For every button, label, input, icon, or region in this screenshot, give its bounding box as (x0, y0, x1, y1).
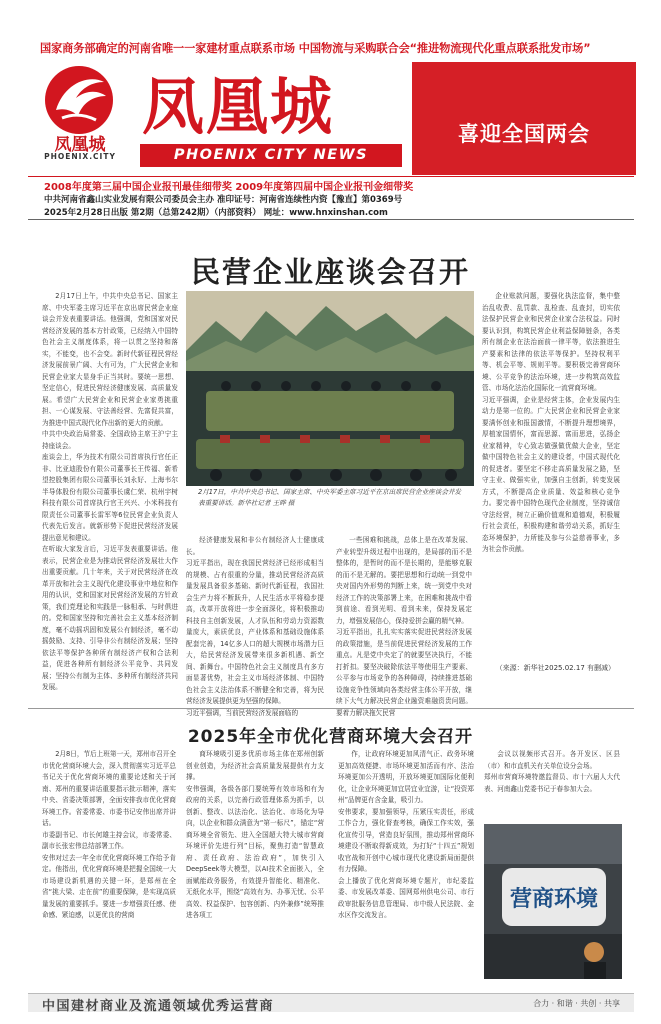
header-divider (28, 219, 634, 220)
logo-wordmark-en: PHOENIX.CITY (44, 152, 116, 161)
masthead-subtitle: PHOENIX CITY NEWS (140, 144, 402, 167)
photo-caption: 2月17日，中共中央总书记、国家主席、中央军委主席习近平在京出席民营企业座谈会并发表重要讲话。新华社记者 王晔 摄 (198, 488, 462, 507)
meeting-photo (186, 291, 474, 486)
article2-column-2: 商环境吸引更多优质市场主体在郑州创新创业创造，为经济社会高质量发展提供有力支撑。 安伟强调，各级各部门要统筹有效市场和有为政府的关系，以完善行政管理体系为抓手，以创新、整改、以法治化、法治化、市场化为导向，以企业和群众满意为“第一标尺”，锚定“营商环境全省领先、进入全国超大特大城市营商环境评价先进行列”目标，聚焦打造“智慧政府、责任政府、法治政府”，加快引入DeepSeek等大模型，以AI技术全面嵌入，全面赋能政务服务，有效提升智能化、精准化、无纸化水平，围绕“高效有为、办事无忧、公平高效、权益保护、包容创新、内外兼修”统筹推进各项工 (186, 750, 324, 919)
publisher-info: 中共河南省鑫山实业发展有限公司委员会主办 准印证号：河南省连续性内资【豫直】第0369号 (44, 195, 403, 205)
business-environment-graphic (484, 824, 622, 979)
article2-column-1: 2月8日，节后上班第一天，郑州市召开全市优化营商环境大会，深入贯彻落实习近平总书记关于优化营商环境的重要论述和关于河南、郑州的重要讲话重要指示批示精神，落实中央、省委决策部署，全面安排我市优化营商环境工作。省委常委、市委书记安伟出席并讲话。 市委副书记、市长何雄主持会议，市委常委、副市长张宏伟总结部署工作。 安伟对过去一年全市优化营商环境工作给予肯定。他指出，优化营商环境是把握全国统一大市场建设新机遇的关键一环，是郑州在全省“挑大梁、走在前”的重要保障，是实现高质量发展的重要抓手。要进一步增强责任感、使命感、紧迫感，以更优良的营商 (42, 750, 176, 919)
article1-column-1: 2月17日上午，中共中央总书记、国家主席、中央军委主席习近平在京出席民营企业座谈会并发表重要讲话。他强调，党和国家对民营经济发展的基本方针政策，已经纳入中国特色社会主义制度体系，将一以贯之坚持和落实，不能变，也不会变。新时代新征程民营经济发展前景广阔、大有可为，广大民营企业和民营企业家大显身手正当其时。要统一思想、坚定信心，促进民营经济健康发展、高质量发展。希望广大民营企业和民营企业家勇挑重担、一心谋发展、守法善经营、先富促共富，为推进中国式现代化作出新的更大的贡献。 中共中央政治局常委、全国政协主席王沪宁主持座谈会。 座谈会上，华为技术有限公司首席执行官任正非、比亚迪股份有限公司董事长王传福、新希望控股集团有限公司董事长刘永好、上海韦尔半导体股份有限公司董事长虞仁荣、杭州宇树科技有限公司首席执行官王兴兴、小米科技有限责任公司董事长雷军等6位民营企业负责人代表先后发言。就新形势下促进民营经济发展提出意见和建议。 在听取大家发言后，习近平发表重要讲话。他表示，民营企业是为推动民营经济发展壮大作出重要贡献。几十年来，关于对民营经济在改革开放和社会主义现代化建设事业中地位和作用的认识，党和国家对民营经济发展的方针政策，我们党理论和实践是一脉相承、与时俱进的。党和国家坚持和完善社会主义基本经济制度，毫不动摇巩固和发展公有制经济，毫不动摇鼓励、支持、引导非公有制经济发展；坚持依法平等保护各种所有制经济产权和合法利益，促进各种所有制经济公平竞争、共同发展；坚持公有制为主体、多种所有制经济共同发展。 (42, 292, 178, 691)
masthead-title: 凤凰城 (142, 70, 335, 143)
article2-column-4: 会议以视频形式召开。各开发区、区县（市）和市直机关有关单位设分会场。 郑州市营商环境特邀监督员、市十六届人大代表、河南鑫山党委书记于春参加大会。 (484, 750, 620, 793)
business-environment-image (484, 824, 622, 979)
header-slogan: 国家商务部确定的河南省唯一一家建材重点联系市场 中国物流与采购联合会“推进物流现代化重点联系批发市场” (40, 42, 591, 55)
meeting-photo-image (186, 291, 474, 486)
logo-wordmark: 凤凰城 (54, 135, 106, 155)
article2-headline: 2025年全市优化营商环境大会召开 (187, 727, 474, 747)
section-divider (28, 708, 634, 709)
article1-source: （来源：新华社2025.02.17 有删减） (495, 664, 615, 672)
award-line: 2008年度第三届中国企业报刊最佳细带奖 2009年度第四届中国企业报刊金细带奖 (44, 182, 414, 193)
footer-slogan: 中国建材商业及流通领域优秀运营商 (42, 999, 275, 1014)
footer-values: 合力 · 和谐 · 共创 · 共享 (533, 999, 620, 1008)
article1-column-4: 企业账款问题，要强化执法监督，集中整治乱收费、乱罚款、乱检查、乱查封，切实依法保护民营企业和民营企业家合法权益。同时要认识到，构筑民营企业利益保障链条，各类所有制企业在法治面前一律平等，依法推进生产要素和法律的依法平等保护。坚持权利平等、机会平等、规则平等。要积极完善营商环境、公平竞争的法治环境，进一步构筑高效监管、市场化法治化国际化一流营商环境。 习近平强调，企业是经营主体，企业发展内生动力是第一位的。广大民营企业和民营企业家要满怀创业和报国激情，不断提升理想境界，厚植家国情怀，富而思源、富而思进，弘扬企业家精神，专心致志做强做优做大企业，坚定做中国特色社会主义的建设者，中国式现代化的促进者。要坚定不移走高质量发展之路，坚守主业、做强实业，加强自主创新，转变发展方式，不断提高企业质量、效益和核心竞争力。要完善中国特色现代企业制度，坚持诚信守法经营，树立正确价值观和道德观，积极履行社会责任，积极构建和谐劳动关系，抓好生态环境保护，力所能及参与公益慈善事业，多为社会作贡献。 (482, 292, 620, 553)
article1-column-3: 一些困难和挑战，总体上是在改革发展、产业转型升级过程中出现的，是局部的而不是整体的，是暂时的而不是长期的，是能够克服的而不是无解的。要把思想和行动统一到党中央对国内外形势的判断上来，统一到党中央对经济工作的决策部署上来，在困难和挑战中看到前途、看到光明、看到未来，保持发展定力，增强发展信心，保持爱拼会赢的精气神。 习近平指出，扎扎实实落实促进民营经济发展的政策措施，是当前促进民营经济发展的工作重点。凡是党中央定了的就要坚决执行，不能打折扣。要坚决破除依法平等使用生产要素、公平参与市场竞争的各种障碍，持续推进基础设施竞争性领域向各类经营主体公平开放，继续下大气力解决民营企业融资难融资贵问题。要着力解决拖欠民营 (336, 536, 472, 717)
header-rule (28, 176, 634, 177)
phoenix-logo-icon (42, 64, 116, 136)
article2-column-3: 作，让政府环境更加风清气正、政务环境更加高效便捷、市场环境更加活而有序、法治环境更加公开透明，开放环境更加国际化便利化，让企业环境更加宜居宜业宜游，让“投资郑州”品牌更有含金量，吸引力。 安伟要求，要加强领导，压紧压实责任，形成工作合力，强化督查考核，确保工作实效，强化宣传引导，营造良好氛围，推动郑州营商环境建设不断取得新成效，为打好“十四五”规划收官战和开创中心城市现代化建设新局面提供有力保障。 会上播放了优化营商环境专题片，市纪委监委、市发展改革委、国网郑州供电公司、市行政审批服务信息管理局、市中级人民法院、金水区作交流发言。 (338, 750, 474, 919)
article1-headline: 民营企业座谈会召开 (190, 255, 470, 289)
image-lettering: 营商环境 (509, 887, 599, 912)
banner-text: 喜迎全国两会 (458, 122, 590, 146)
issue-date-info: 2025年2月28日出版 第2期（总第242期）（内部资料） 网址：www.hnxinshan.com (44, 208, 388, 218)
article1-column-2: 经济健康发展和非公有制经济人士健康成长。 习近平指出，现在我国民营经济已经形成相当的规模、占有很重的分量，推动民营经济高质量发展具备很多基础、新时代新征程，我国社会生产力将不断跃升，人民生活水平将稳步提高，改革开放将进一步全面深化，将积极推动科技自主创新发展，人才队伍和劳动力资源数量庞大，素质优良，产业体系和基础设施体系配套完善，14亿多人口的超大规模市场潜力巨大，给民营经济发展带来很多新机遇、新空间、新舞台。中国特色社会主义制度具有多方面显著优势，社会主义市场经济体制、中国特色社会主义法治体系不断健全和完善，将为民营经济发展提供更为坚强的保障。 习近平强调，当前民营经济发展面临的 (186, 536, 324, 717)
